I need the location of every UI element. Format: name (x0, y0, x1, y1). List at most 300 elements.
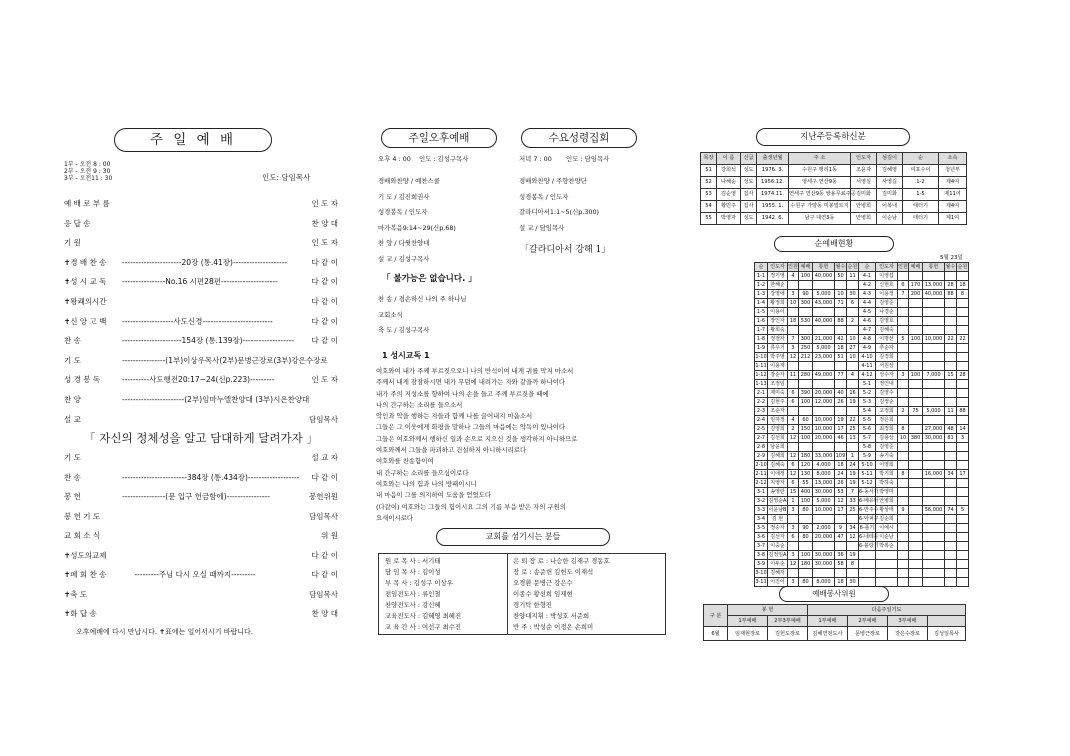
table-cell: 2-12 (755, 480, 767, 486)
order-row (64, 316, 338, 328)
table-cell (813, 407, 835, 416)
text-line: 성경봉독 / 인도자 (519, 192, 569, 201)
table-cell (847, 569, 859, 578)
table-cell: 황민주 (717, 201, 741, 213)
table-cell: 4-1 (859, 272, 876, 281)
table-cell: 1-8 (755, 335, 768, 344)
order-label: ✝화 답 송 (64, 609, 97, 618)
responsive-reading-title: 1 성시교독 1 (382, 351, 430, 360)
table-cell: 4-7 (859, 326, 876, 335)
order-detail: ----------------(문 입구 헌금함에)---------------- (122, 492, 270, 501)
table-cell (813, 308, 835, 317)
table-cell (898, 398, 909, 407)
table-cell: 88 (957, 407, 969, 416)
order-label: ✝성 시 교 독 (64, 277, 107, 287)
table-cell (923, 389, 945, 398)
table-cell: 나경순 (876, 308, 898, 317)
table-cell (876, 551, 898, 560)
table-cell (847, 362, 859, 371)
table-cell (788, 443, 799, 452)
table-cell: 26 (835, 398, 847, 407)
table-cell: 5-11 (859, 470, 876, 479)
offering-sub-cell: 2부예배 (848, 616, 888, 627)
table-cell: 1-7 (755, 326, 768, 335)
table-cell (909, 524, 923, 533)
table-cell (957, 416, 969, 425)
table-row (701, 177, 967, 189)
table-cell: 성수자 (876, 371, 898, 380)
order-label: 기 원 (64, 238, 81, 248)
table-cell: 40,000 (813, 317, 835, 326)
afternoon-service-title: 주일오후예배 (381, 128, 497, 148)
table-cell (909, 551, 923, 560)
table-cell: 이애정 (768, 470, 788, 479)
table-cell (799, 542, 813, 551)
table-cell: 3 (957, 434, 969, 443)
order-row (64, 276, 338, 288)
table-cell: 3-3 (755, 506, 768, 515)
table-cell: 박기희 (876, 470, 898, 479)
table-cell (957, 479, 969, 488)
text-line: 그들은 그 이웃에게 화평을 말하나 그들의 마음에는 악독이 있나이다 (376, 423, 566, 432)
table-cell (945, 353, 957, 362)
table-cell (945, 569, 957, 578)
order-row (64, 569, 338, 581)
table-cell: 4-9 (859, 344, 876, 353)
table-cell: 11 (847, 272, 859, 281)
table-cell: 53 (701, 189, 717, 201)
order-label: 봉 헌 기 도 (64, 511, 101, 521)
wednesday-time (519, 153, 609, 165)
table-cell: 100 (799, 398, 813, 407)
table-cell: 5-2 (859, 389, 876, 398)
table-cell (909, 452, 923, 461)
text-line: 교회소식 (378, 310, 403, 319)
table-cell (898, 443, 909, 452)
table-cell (957, 362, 969, 371)
table-cell: 27 (847, 344, 859, 353)
offering-sub-cell (928, 616, 966, 627)
table-cell (898, 326, 909, 335)
table-cell: 100 (909, 371, 923, 380)
order-person: 담임목사 (309, 511, 338, 521)
table-cell: 16,000 (923, 470, 945, 479)
order-row (64, 550, 338, 562)
table-cell: 380 (909, 434, 923, 443)
table-cell: 최정희 (876, 425, 898, 434)
order-label: 설 교 (64, 414, 81, 424)
offering-person: 김헌도장로 (768, 627, 808, 641)
table-cell (909, 515, 923, 524)
table-cell: 5-3 (859, 398, 876, 407)
table-cell: 남윤희 (768, 443, 788, 452)
table-cell: 5-10 (859, 461, 876, 470)
table-cell (909, 416, 923, 425)
table-cell (945, 317, 957, 326)
table-header-cell: 순원 (957, 264, 968, 270)
table-cell (847, 326, 859, 335)
table-cell (898, 578, 909, 587)
table-cell: 안병희 (851, 201, 877, 213)
table-row (755, 542, 969, 551)
order-label: 응 답 송 (64, 218, 91, 228)
table-cell: 김선자 (768, 533, 788, 542)
table-cell (847, 407, 859, 416)
table-cell: 성도 (741, 177, 757, 189)
text-line: 성경봉독 / 인도자 (378, 208, 428, 216)
table-cell: 고정희 (876, 407, 898, 416)
table-cell: 1-2 (903, 177, 939, 189)
text-line: 그들은 여호와께서 행하신 일과 손으로 지으신 것을 생각하지 아니하므로 (376, 434, 578, 443)
table-cell: 100 (909, 335, 923, 344)
table-cell: 5-8 (859, 443, 876, 452)
table-cell (799, 362, 813, 371)
table-cell (923, 380, 945, 389)
table-header-row (701, 153, 967, 165)
table-cell (898, 416, 909, 425)
table-header-cell: 월수 (835, 264, 846, 270)
table-cell: 추순자 (876, 344, 898, 353)
offering-month: 6월 (704, 627, 728, 641)
table-cell: 40,000 (923, 290, 945, 299)
table-cell (909, 461, 923, 470)
order-label: 기 도 (64, 453, 81, 462)
servants-title: 교회를 섬기시는 분들 (436, 528, 610, 546)
table-cell: 황정희 (768, 299, 788, 308)
table-cell: 김용상 (876, 434, 898, 443)
offering-sub-cell: 1부예배 (728, 616, 768, 627)
order-person: 다 같 이 (311, 570, 338, 579)
table-cell (788, 542, 799, 551)
table-cell: 1-3 (755, 290, 768, 299)
table-header-cell: 신급 (741, 153, 757, 165)
table-cell: 정은희 (876, 416, 898, 425)
table-cell: 수원구 가양동 미봉빌트지 (789, 201, 851, 213)
table-cell (813, 362, 835, 371)
table-cell: 36 (835, 551, 847, 560)
order-detail: ----------------No.16 시편28편--------------------- (122, 277, 278, 287)
afternoon-order-2 (378, 292, 516, 339)
order-person: 담임목사 (309, 414, 338, 424)
offering-person: 강은수장로 (888, 627, 928, 641)
text-line: 설 교 / 김성구목사 (378, 254, 430, 263)
service-times (64, 161, 112, 182)
table-cell (799, 443, 813, 452)
table-row (755, 452, 969, 461)
responsive-reading (376, 366, 666, 524)
table-cell (923, 578, 945, 587)
table-cell: 5-6 (859, 425, 876, 434)
table-cell (945, 479, 957, 488)
table-cell (813, 569, 835, 578)
table-cell: 130 (799, 470, 813, 479)
table-cell (957, 353, 969, 362)
table-cell: 김 현 (768, 515, 788, 524)
table-cell: 13,000 (923, 281, 945, 290)
table-cell (835, 308, 847, 317)
table-cell (923, 452, 945, 461)
table-cell: 1-4 (755, 299, 768, 308)
text-line: 교육전도사 : 김혜영 최혜진 (385, 612, 462, 620)
table-cell: 180 (799, 560, 813, 569)
offering-row (704, 627, 966, 641)
table-cell: 100 (799, 434, 813, 443)
table-cell: 제1여 (939, 213, 967, 225)
table-cell (909, 344, 923, 353)
table-cell: 212 (799, 353, 813, 362)
table-cell (909, 398, 923, 407)
table-row (755, 344, 969, 353)
sermon-title: 「 자신의 정체성을 알고 담대하게 달려가자 」 (84, 431, 318, 445)
table-row (701, 165, 967, 177)
table-cell (945, 308, 957, 317)
table-cell (957, 461, 969, 470)
table-cell (788, 308, 799, 317)
table-cell (847, 542, 859, 551)
table-cell: 3 (788, 506, 799, 515)
table-cell: 정점자 (768, 335, 788, 344)
table-cell: 송영란 (768, 488, 788, 497)
table-cell: 이두순 (768, 560, 788, 569)
table-header-cell: 예배 (909, 263, 923, 272)
table-cell: 6 (788, 398, 799, 407)
offering-sub-row (704, 616, 966, 627)
table-cell: 김혜숙 (876, 326, 898, 335)
table-cell: 김정임A (768, 552, 787, 558)
text-line: 악인과 악을 행하는 자들과 함께 나를 끌어내지 마옵소서 (376, 412, 533, 421)
table-cell: 5 (957, 506, 969, 515)
table-cell: 강영애 (768, 290, 788, 299)
table-cell: 80 (799, 578, 813, 587)
table-cell (923, 416, 945, 425)
table-cell (835, 569, 847, 578)
order-person: 찬 양 대 (311, 218, 338, 228)
table-cell: 9 (835, 524, 847, 533)
table-cell: 3 (788, 344, 799, 353)
order-label: ✝축 도 (64, 589, 88, 599)
table-header-cell: 목장 (701, 153, 717, 165)
order-label: 찬 송 (64, 472, 81, 482)
order-person: 다 같 이 (311, 257, 338, 267)
table-cell (909, 569, 923, 578)
table-cell: 5-9 (859, 452, 876, 461)
table-cell (898, 308, 909, 317)
table-row (755, 488, 969, 497)
table-cell: 김미화 (851, 189, 877, 201)
table-cell (813, 515, 835, 524)
table-cell: 신현호 (876, 281, 898, 290)
table-cell (898, 353, 909, 362)
table-cell: 100 (799, 497, 813, 506)
table-cell (923, 461, 945, 470)
order-detail: -------------------사도신경-------------------------- (122, 316, 273, 326)
order-person: 다 같 이 (311, 297, 338, 306)
table-cell: 6 (788, 461, 799, 470)
order-row (64, 452, 338, 464)
table-cell (909, 578, 923, 587)
table-cell (923, 542, 945, 551)
table-row (755, 407, 969, 416)
table-cell: 4,000 (813, 461, 835, 470)
table-cell (788, 407, 799, 416)
offering-sub-cell: 1부예배 (808, 616, 848, 627)
table-cell (909, 497, 923, 506)
table-cell (945, 551, 957, 560)
table-cell: 2-10 (755, 462, 767, 468)
table-cell: 5-1 (859, 380, 876, 389)
offering-head-offering: 봉 헌 (728, 605, 808, 616)
table-cell (835, 281, 847, 290)
table-cell (923, 308, 945, 317)
afternoon-order (378, 174, 516, 267)
offering-person: 김성일목사 (928, 627, 966, 641)
table-cell: 55 (701, 213, 717, 225)
text-line: 여호와는 나의 힘과 나의 방패이시니 (376, 479, 477, 488)
table-header-cell: 통헌 (813, 263, 835, 272)
table-cell: 10,000 (813, 416, 835, 425)
table-cell (898, 317, 909, 326)
table-cell: 25 (847, 425, 859, 434)
table-row (701, 189, 967, 201)
table-cell (788, 515, 799, 524)
text-line: 전임전도사 : 류인철 (385, 590, 441, 598)
table-cell: 24 (835, 470, 847, 479)
table-header-cell: 인원 (788, 264, 798, 270)
table-cell (957, 542, 969, 551)
table-cell: 109 (835, 453, 846, 459)
text-line: 찬 양 / 다윗찬양대 (378, 239, 430, 247)
table-cell: 17 (957, 470, 969, 479)
table-cell (847, 443, 859, 452)
offering-person: 김혜연전도사 (808, 627, 848, 641)
table-cell: 3-5 (755, 524, 768, 533)
table-cell (909, 299, 923, 308)
order-row (64, 414, 338, 426)
table-cell: 21,000 (813, 335, 835, 344)
table-cell: 3-7 (755, 542, 768, 551)
table-cell: 300 (799, 335, 813, 344)
newcomers-table (700, 152, 967, 225)
text-line: 장 로 : 송준헌 김헌도 이재석 (513, 568, 594, 576)
table-cell: 15 (788, 488, 799, 497)
table-cell (909, 326, 923, 335)
table-cell: 2 (788, 425, 799, 434)
table-cell: 장인자 (768, 317, 788, 326)
table-cell: 6-베유너 (859, 498, 879, 504)
table-cell: 정기영 (768, 272, 788, 281)
text-line: 여호와를 찬송함이여 (376, 457, 434, 466)
table-cell: 김혜자 (768, 569, 788, 578)
table-cell (945, 344, 957, 353)
table-row (755, 506, 969, 515)
table-cell: 18 (957, 281, 969, 290)
table-cell: 2-8 (755, 443, 768, 452)
table-cell (898, 299, 909, 308)
table-cell: 1-11 (755, 363, 767, 369)
table-cell (898, 524, 909, 533)
footer-note: 오후예배에 다시 만납시다. ✝표에는 일어서시기 바랍니다. (76, 628, 253, 636)
text-line: 나의 간구하는 소리를 들으소서 (376, 400, 463, 409)
table-cell: 6-동서가 (859, 489, 879, 495)
table-cell: 47 (835, 533, 847, 542)
table-cell: 3 (898, 371, 909, 380)
table-cell: 5,000 (813, 344, 835, 353)
table-cell (945, 452, 957, 461)
table-cell: 81 (945, 434, 957, 443)
table-header-cell: 인도자 (768, 263, 788, 272)
table-cell (909, 362, 923, 371)
table-cell: 25 (847, 506, 859, 515)
table-cell (945, 533, 957, 542)
table-row (755, 317, 969, 326)
table-cell (898, 272, 909, 281)
table-cell: 송기숙 (876, 452, 898, 461)
table-cell: 6-블랑기 (859, 543, 879, 549)
time-2: 2부 - 오전 9 : 30 (64, 168, 111, 175)
table-cell (957, 344, 969, 353)
table-cell (923, 497, 945, 506)
table-cell (945, 398, 957, 407)
table-cell: 4-8 (859, 335, 876, 344)
order-row (64, 472, 338, 484)
servants-right (513, 556, 610, 633)
table-cell (909, 272, 923, 281)
table-cell: 58 (835, 560, 847, 569)
order-person: 다 같 이 (311, 472, 338, 482)
time-1: 1부 - 오전 8 : 00 (64, 161, 111, 168)
table-cell: 16 (847, 389, 859, 398)
table-cell: 5 (898, 335, 909, 344)
table-header-cell: 예배 (799, 263, 813, 272)
table-cell: 3 (788, 524, 799, 533)
order-label: ✝성도의교제 (64, 550, 107, 560)
table-cell: 88 (945, 290, 957, 299)
table-cell (945, 497, 957, 506)
table-cell (909, 425, 923, 434)
table-cell (909, 389, 923, 398)
table-cell: 19 (847, 398, 859, 407)
table-cell: 7,000 (923, 371, 945, 380)
table-cell: 2-2 (755, 398, 768, 407)
table-cell (799, 308, 813, 317)
table-cell: 김미화 (877, 189, 903, 201)
table-cell (788, 362, 799, 371)
table-cell (799, 326, 813, 335)
table-cell (835, 380, 847, 389)
table-row (755, 281, 969, 290)
table-cell (898, 488, 909, 497)
table-row (755, 389, 969, 398)
table-cell: 3 (788, 290, 799, 299)
table-cell: 18 (835, 578, 847, 587)
wednesday-time-text: 저녁 7 : 00 (519, 155, 552, 163)
newcomers-title: 지난주등록하신분 (756, 128, 910, 146)
text-line: 마가복음9:14~29(신p.68) (378, 223, 456, 232)
table-row (755, 524, 969, 533)
table-cell: 12 (788, 353, 799, 362)
order-row (64, 608, 338, 620)
table-cell (945, 389, 957, 398)
table-cell: 4-12 (859, 371, 876, 380)
text-line: 여호와여 내가 주께 부르짖으오니 나의 반석이여 내게 귀를 막지 마소서 (376, 367, 574, 375)
table-cell: 71 (835, 299, 847, 308)
table-cell (909, 317, 923, 326)
table-cell (859, 560, 876, 569)
table-cell (957, 488, 969, 497)
table-cell (909, 353, 923, 362)
table-cell (945, 272, 957, 281)
table-cell: 4-2 (859, 281, 876, 290)
